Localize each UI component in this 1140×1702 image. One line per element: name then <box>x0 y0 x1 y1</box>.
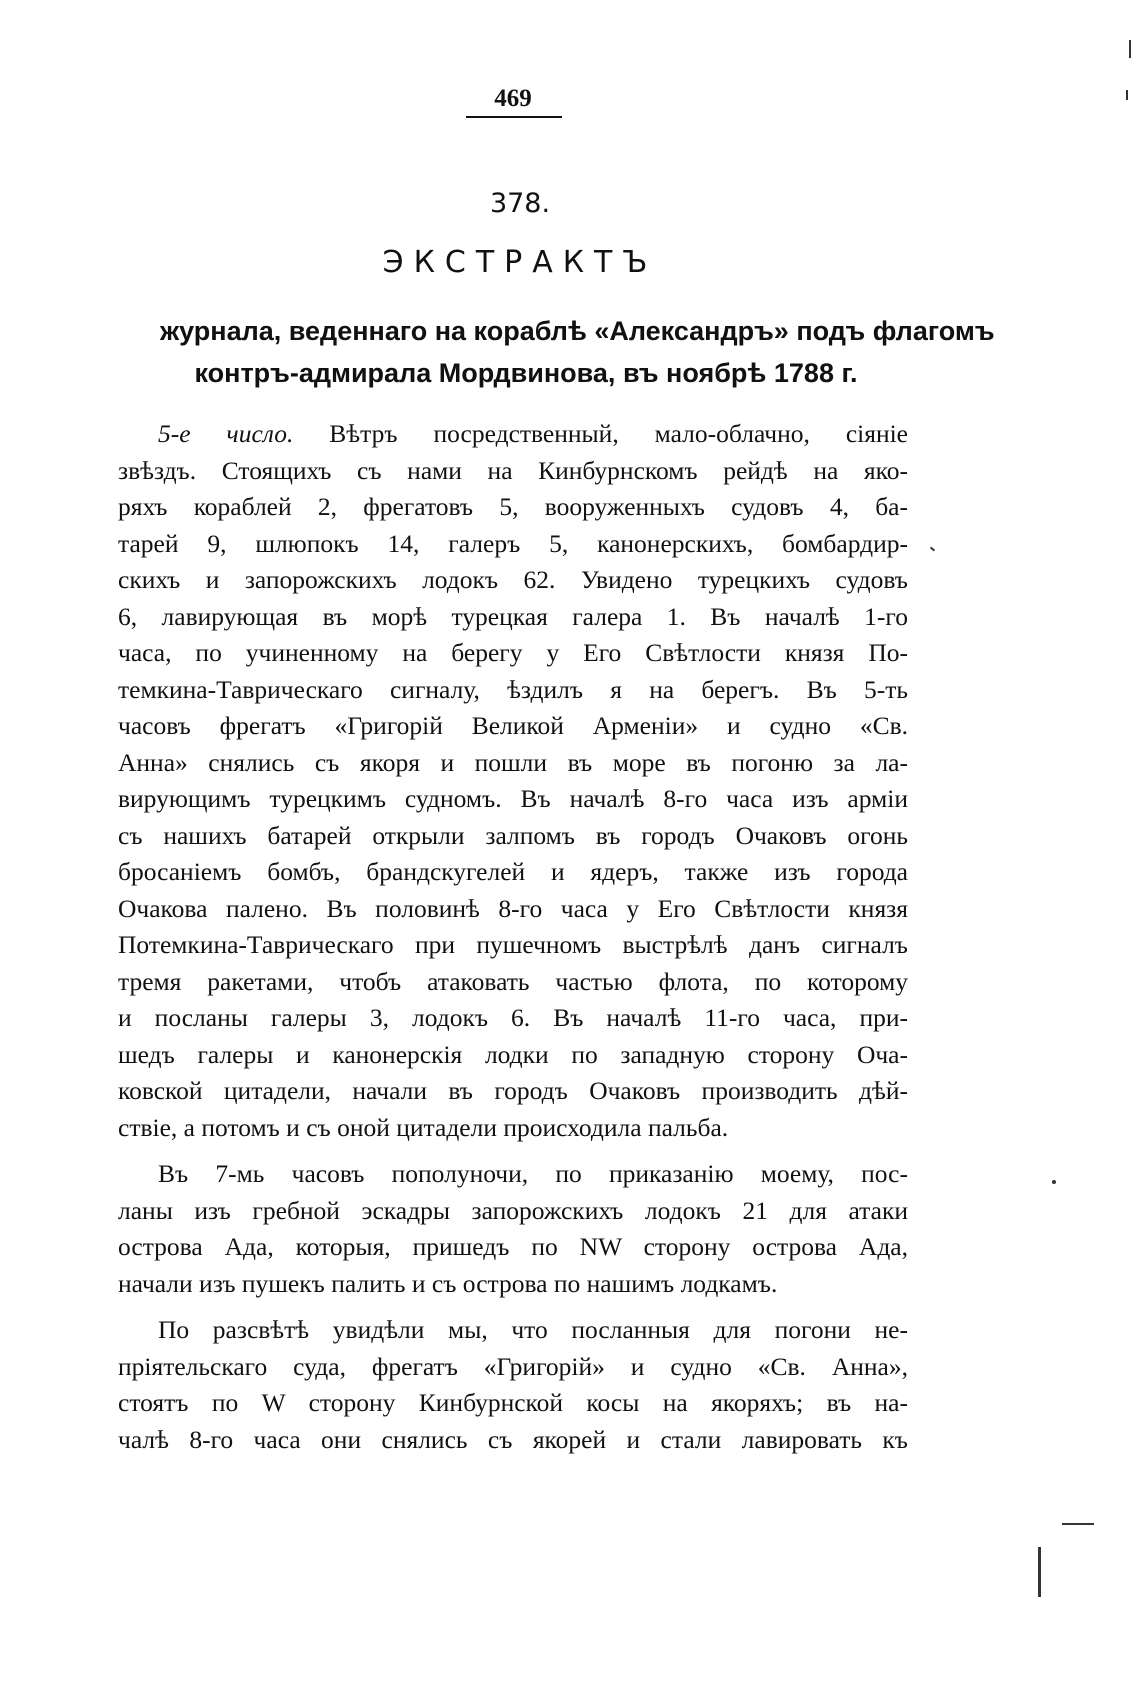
text-line: звѣздъ. Стоящихъ съ нами на Кинбурнскомъ рейдѣ на яко- <box>118 455 908 485</box>
page-number-rule <box>466 116 562 118</box>
page-number: 469 <box>494 85 532 112</box>
text-line: съ нашихъ батарей открыли залпомъ въ городъ Очаковъ огонь <box>118 820 908 850</box>
text-line: темкина-Таврическаго сигналу, ѣздилъ я на берегъ. Въ 5-ть <box>118 674 908 704</box>
scan-mark <box>930 547 935 552</box>
text-line: вирующимъ турецкимъ судномъ. Въ началѣ 8-го часа изъ арміи <box>118 784 908 813</box>
text-line: стоятъ по W сторону Кинбурнской косы на якоряхъ; въ на- <box>118 1388 908 1417</box>
document-subtitle <box>160 310 995 394</box>
paragraph-1 <box>118 416 908 1146</box>
text-line: ствіе, а потомъ и съ оной цитадели происходила пальба. <box>118 1112 729 1142</box>
text-line: Анна» снялись съ якоря и пошли въ море въ погоню за ла- <box>118 747 908 777</box>
text-line: Потемкина-Таврическаго при пушечномъ выстрѣлѣ данъ сигналъ <box>118 930 908 959</box>
document-title: ЭКСТРАКТЪ <box>382 245 658 280</box>
entry-date-label: 5-е число. <box>158 419 294 448</box>
scan-mark <box>1062 1523 1094 1525</box>
text-line: шедъ галеры и канонерскія лодки по западную сторону Оча- <box>118 1039 908 1069</box>
text-line: часовъ фрегатъ «Григорій Великой Арменіи» и судно «Св. <box>118 711 908 740</box>
text-line: тарей 9, шлюпокъ 14, галеръ 5, канонерскихъ, бомбардир- <box>118 528 908 558</box>
text-line: и посланы галеры 3, лодокъ 6. Въ началѣ 11-го часа, при- <box>118 1003 908 1032</box>
text-line: тремя ракетами, чтобъ атаковать частью флота, по которому <box>118 966 908 996</box>
text-line: ланы изъ гребной эскадры запорожскихъ лодокъ 21 для атаки <box>118 1195 908 1225</box>
text-line: ковской цитадели, начали въ городъ Очаковъ производить дѣй- <box>118 1076 908 1105</box>
text-line: пріятельскаго суда, фрегатъ «Григорій» и судно «Св. Анна», <box>118 1351 908 1381</box>
scan-mark <box>1129 40 1131 58</box>
paragraph-2 <box>118 1156 908 1302</box>
subtitle-line: журнала, веденнаго на кораблѣ «Александръ» подъ флагомъ <box>160 316 995 346</box>
text-line: скихъ и запорожскихъ лодокъ 62. Увидено турецкихъ судовъ <box>118 565 908 594</box>
text-line: Въ 7-мь часовъ пополуночи, по приказанію моему, пос- <box>158 1159 908 1188</box>
scan-mark <box>1038 1547 1041 1597</box>
subtitle-line: контръ-адмирала Мордвинова, въ ноябрѣ 1788 г. <box>194 358 858 388</box>
text-line: По разсвѣтѣ увидѣли мы, что посланныя для погони не- <box>158 1315 908 1344</box>
text-line: Очакова палено. Въ половинѣ 8-го часа у Его Свѣтлости князя <box>118 893 908 923</box>
paragraph-3 <box>118 1312 908 1458</box>
text-line: 6, лавирующая въ морѣ турецкая галера 1. Въ началѣ 1-го <box>118 601 908 631</box>
scan-mark <box>1126 90 1128 100</box>
text-line-content: Вѣтръ посредственный, мало-облачно, сіяніе <box>293 419 908 448</box>
text-line: острова Ада, которыя, пришедъ по NW сторону острова Ада, <box>118 1232 908 1261</box>
text-line: ряхъ кораблей 2, фрегатовъ 5, вооруженныхъ судовъ 4, ба- <box>118 492 908 521</box>
text-line <box>118 416 908 453</box>
text-line: чалѣ 8-го часа они снялись съ якорей и стали лавировать къ <box>118 1424 908 1454</box>
body-text <box>118 416 908 1468</box>
scan-mark <box>1052 1180 1056 1184</box>
document-number: 378. <box>489 188 551 219</box>
text-line: часа, по учиненному на берегу у Его Свѣтлости князя По- <box>118 638 908 667</box>
text-line: начали изъ пушекъ палить и съ острова по нашимъ лодкамъ. <box>118 1268 778 1298</box>
text-line: бросаніемъ бомбъ, брандскугелей и ядеръ, также изъ города <box>118 857 908 886</box>
